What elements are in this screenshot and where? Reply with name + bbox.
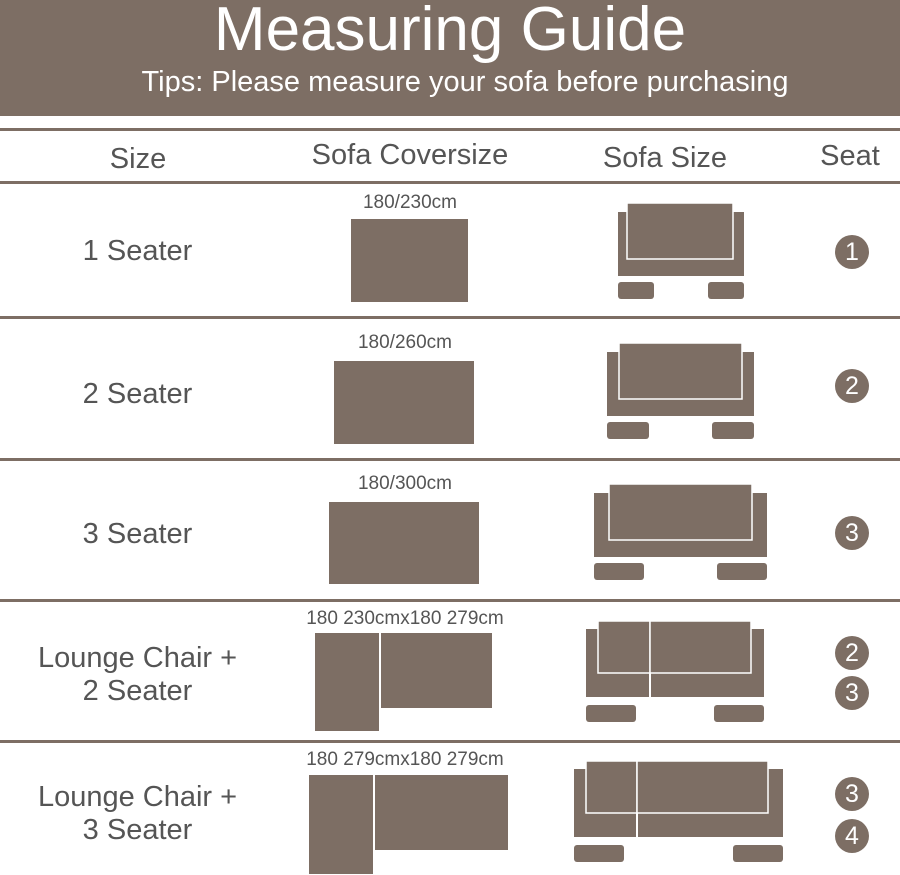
cover-shape <box>334 361 474 444</box>
sofa-diagram <box>570 615 770 725</box>
seat-badge: 3 <box>835 676 869 710</box>
seat-badge: 1 <box>835 235 869 269</box>
cover-dimension: 180 230cmx180 279cm <box>306 608 504 629</box>
seat-badge: 2 <box>835 636 869 670</box>
seat-badge: 3 <box>835 516 869 550</box>
column-header-sofa-size: Sofa Size <box>602 142 728 174</box>
sofa-diagram <box>570 195 770 305</box>
cover-shape <box>329 502 479 584</box>
cover-dimension: 180/300cm <box>357 473 452 494</box>
tips-subtitle: Tips: Please measure your sofa before purchasing <box>141 66 789 98</box>
cover-dimension: 180 279cmx180 279cm <box>306 749 504 770</box>
cover-shape <box>351 219 468 302</box>
size-label: 1 Seater <box>82 235 193 267</box>
seat-badge: 4 <box>835 819 869 853</box>
sofa-diagram <box>570 335 770 445</box>
cover-dimension: 180/230cm <box>362 192 457 213</box>
divider-header <box>0 181 900 184</box>
seat-badge: 2 <box>835 369 869 403</box>
seat-badge: 3 <box>835 777 869 811</box>
size-label: 3 Seater <box>82 518 193 550</box>
divider-top <box>0 128 900 131</box>
cover-shape-chaise <box>309 775 373 874</box>
cover-shape-seat <box>375 775 508 850</box>
row-divider <box>0 599 900 602</box>
sofa-diagram <box>570 755 790 865</box>
header-banner <box>0 0 900 116</box>
cover-shape-chaise <box>315 633 379 731</box>
size-label: Lounge Chair + 3 Seater <box>37 781 238 846</box>
row-divider <box>0 740 900 743</box>
row-divider <box>0 316 900 319</box>
column-header-seat: Seat <box>820 140 880 172</box>
sofa-diagram <box>570 475 770 585</box>
column-header-cover-size: Sofa Coversize <box>311 139 509 171</box>
page-title: Measuring Guide <box>213 0 687 64</box>
size-label: Lounge Chair + 2 Seater <box>37 642 238 707</box>
size-label: 2 Seater <box>82 378 193 410</box>
cover-dimension: 180/260cm <box>357 332 452 353</box>
cover-shape-seat <box>381 633 492 708</box>
column-header-size: Size <box>109 143 167 175</box>
row-divider <box>0 458 900 461</box>
